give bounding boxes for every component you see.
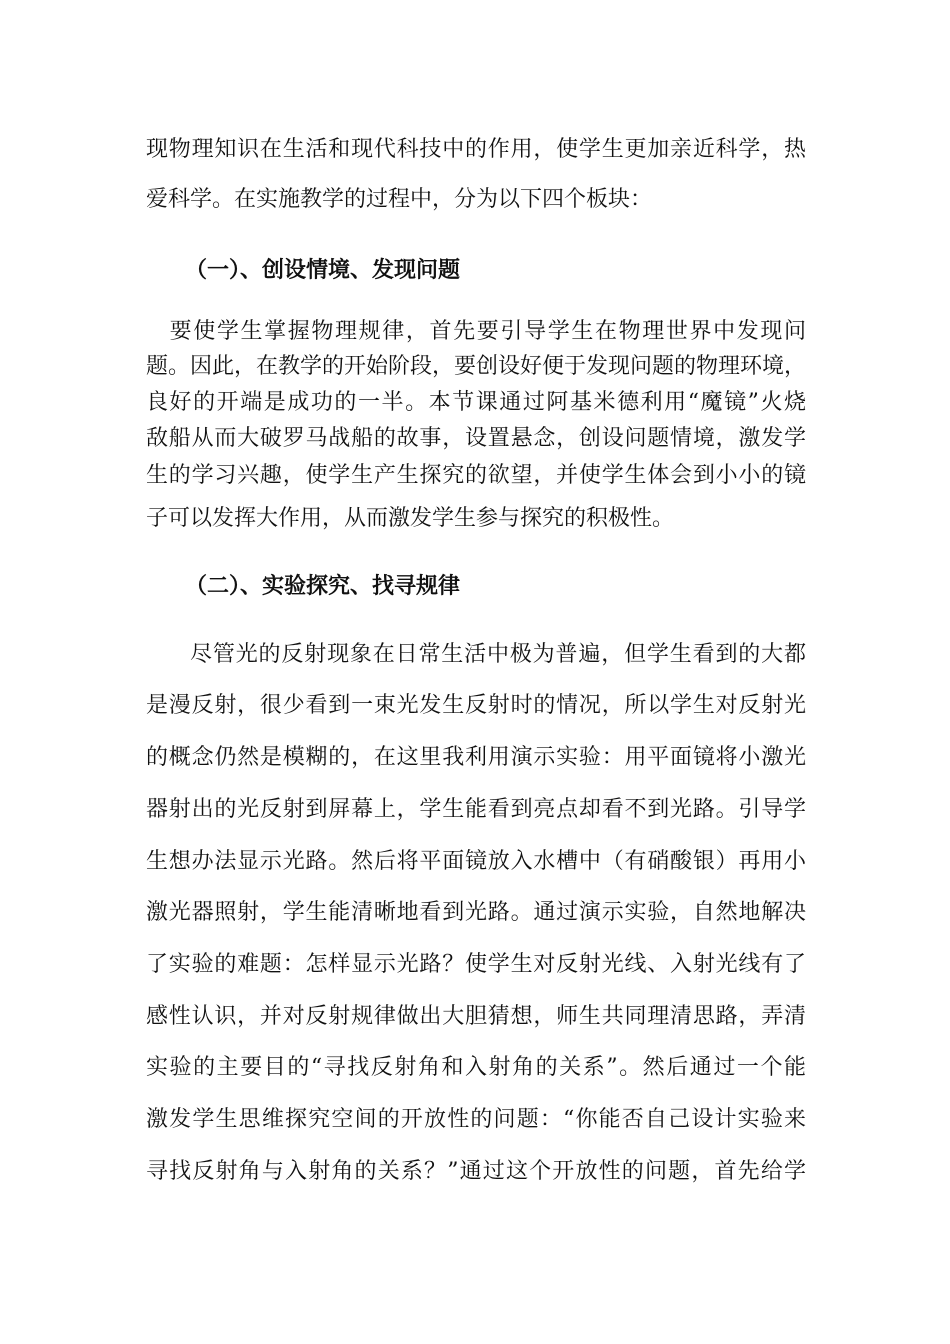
- section-2-line-9: 实验的主要目的“寻找反射角和入射角的关系”。然后通过一个能: [146, 1055, 806, 1080]
- section-2-line-1: 尽管光的反射现象在日常生活中极为普遍，但学生看到的大都: [190, 642, 806, 667]
- section-2-line-6: 激光器照射，学生能清晰地看到光路。通过演示实验，自然地解决: [146, 900, 806, 925]
- intro-line-2: 爱科学。在实施教学的过程中，分为以下四个板块：: [146, 187, 653, 212]
- section-2-line-2: 是漫反射，很少看到一束光发生反射时的情况，所以学生对反射光: [146, 693, 806, 718]
- section-2-line-7: 了实验的难题：怎样显示光路？使学生对反射光线、入射光线有了: [146, 952, 806, 977]
- section-2-line-10: 激发学生思维探究空间的开放性的问题：“你能否自己设计实验来: [146, 1107, 806, 1132]
- section-1-line-1: 要使学生掌握物理规律，首先要引导学生在物理世界中发现问: [146, 319, 806, 344]
- section-1-heading: （一）、创设情境、发现问题: [185, 257, 461, 283]
- section-2-line-11: 寻找反射角与入射角的关系？”通过这个开放性的问题，首先给学: [146, 1159, 806, 1184]
- section-1-line-4: 敌船从而大破罗马战船的故事，设置悬念，创设问题情境，激发学: [146, 426, 806, 451]
- section-2-line-4: 器射出的光反射到屏幕上，学生能看到亮点却看不到光路。引导学: [146, 797, 806, 822]
- section-2-line-3: 的概念仍然是模糊的，在这里我利用演示实验：用平面镜将小激光: [146, 745, 806, 770]
- section-1-line-3: 良好的开端是成功的一半。本节课通过阿基米德利用“魔镜”火烧: [146, 390, 806, 415]
- intro-line-1: 现物理知识在生活和现代科技中的作用，使学生更加亲近科学，热: [146, 137, 806, 162]
- section-2-line-8: 感性认识，并对反射规律做出大胆猜想，师生共同理清思路，弄清: [146, 1004, 806, 1029]
- section-2-line-5: 生想办法显示光路。然后将平面镜放入水槽中（有硝酸银）再用小: [146, 849, 806, 874]
- section-1-line-5: 生的学习兴趣，使学生产生探究的欲望，并使学生体会到小小的镜: [146, 463, 806, 488]
- section-1-line-6: 子可以发挥大作用，从而激发学生参与探究的积极性。: [146, 506, 675, 531]
- section-2-heading: （二）、实验探究、找寻规律: [185, 573, 461, 599]
- section-1-line-2: 题。因此，在教学的开始阶段，要创设好便于发现问题的物理环境，: [146, 354, 807, 379]
